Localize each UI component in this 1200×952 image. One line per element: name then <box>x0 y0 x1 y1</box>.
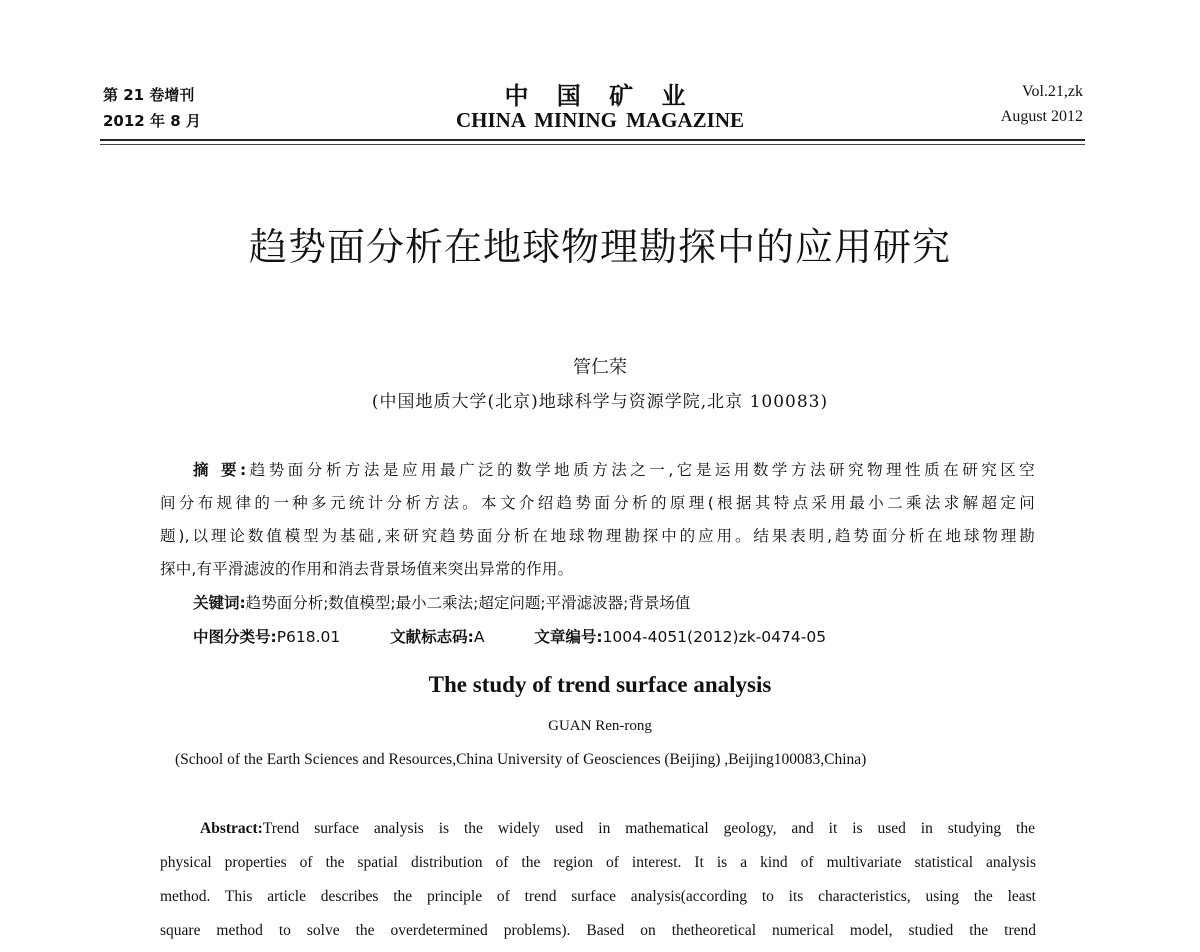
abstract-cn-line: 题),以理论数值模型为基础,来研究趋势面分析在地球物理勘探中的应用。结果表明,趋势面分析在地球物理勘 <box>160 527 1035 545</box>
abstract-cn-label: 摘 要: <box>193 461 247 479</box>
volume-en: Vol.21,zk <box>1021 83 1083 100</box>
paper-title-en: The study of trend surface analysis <box>428 672 772 697</box>
abstract-en-line: Abstract:Trend surface analysis is the widely used in mathematical geology, and it is used in studying the <box>200 820 1035 837</box>
abstract-en-line: square method to solve the overdetermined problems). Based on thetheoretical numerical model, studied the trend <box>160 922 1036 939</box>
abstract-en-line: physical properties of the spatial distribution of the region of interest. It is a kind of multivariate statistical analysis <box>160 854 1036 871</box>
affiliation-cn: (中国地质大学(北京)地球科学与资源学院,北京 100083) <box>371 392 829 412</box>
abstract-en-line: method. This article describes the principle of trend surface analysis(according to its characteristics, using the least <box>160 888 1036 905</box>
abstract-cn-line: 摘 要:趋势面分析方法是应用最广泛的数学地质方法之一,它是运用数学方法研究物理性质在研究区空 <box>193 461 1035 479</box>
journal-title-en: CHINA MINING MAGAZINE <box>455 108 744 132</box>
abstract-cn-line: 间分布规律的一种多元统计分析方法。本文介绍趋势面分析的原理(根据其特点采用最小二乘法求解超定问 <box>160 494 1035 512</box>
classification-line: 中图分类号:P618.01 文献标志码:A 文章编号:1004-4051(2012)zk-0474-05 <box>193 628 827 646</box>
date-cn: 2012 年 8 月 <box>103 112 201 130</box>
paper-title-cn: 趋势面分析在地球物理勘探中的应用研究 <box>248 225 951 269</box>
volume-cn: 第 21 卷增刊 <box>103 86 195 104</box>
author-en: GUAN Ren-rong <box>548 718 652 734</box>
date-en: August 2012 <box>1000 108 1083 125</box>
journal-title-cn: 中 国 矿 业 <box>504 82 696 110</box>
header-rule <box>100 139 1085 141</box>
keywords-cn: 关键词:趋势面分析;数值模型;最小二乘法;超定问题;平滑滤波器;背景场值 <box>193 594 691 612</box>
affiliation-en: (School of the Earth Sciences and Resources,China University of Geosciences (Beijing) ,Beijing100083,China) <box>175 751 867 768</box>
abstract-cn-line: 探中,有平滑滤波的作用和消去背景场值来突出异常的作用。 <box>160 560 574 578</box>
author-cn: 管仁荣 <box>573 357 627 378</box>
abstract-en-label: Abstract: <box>200 820 263 837</box>
header-rule-thin <box>100 144 1085 145</box>
